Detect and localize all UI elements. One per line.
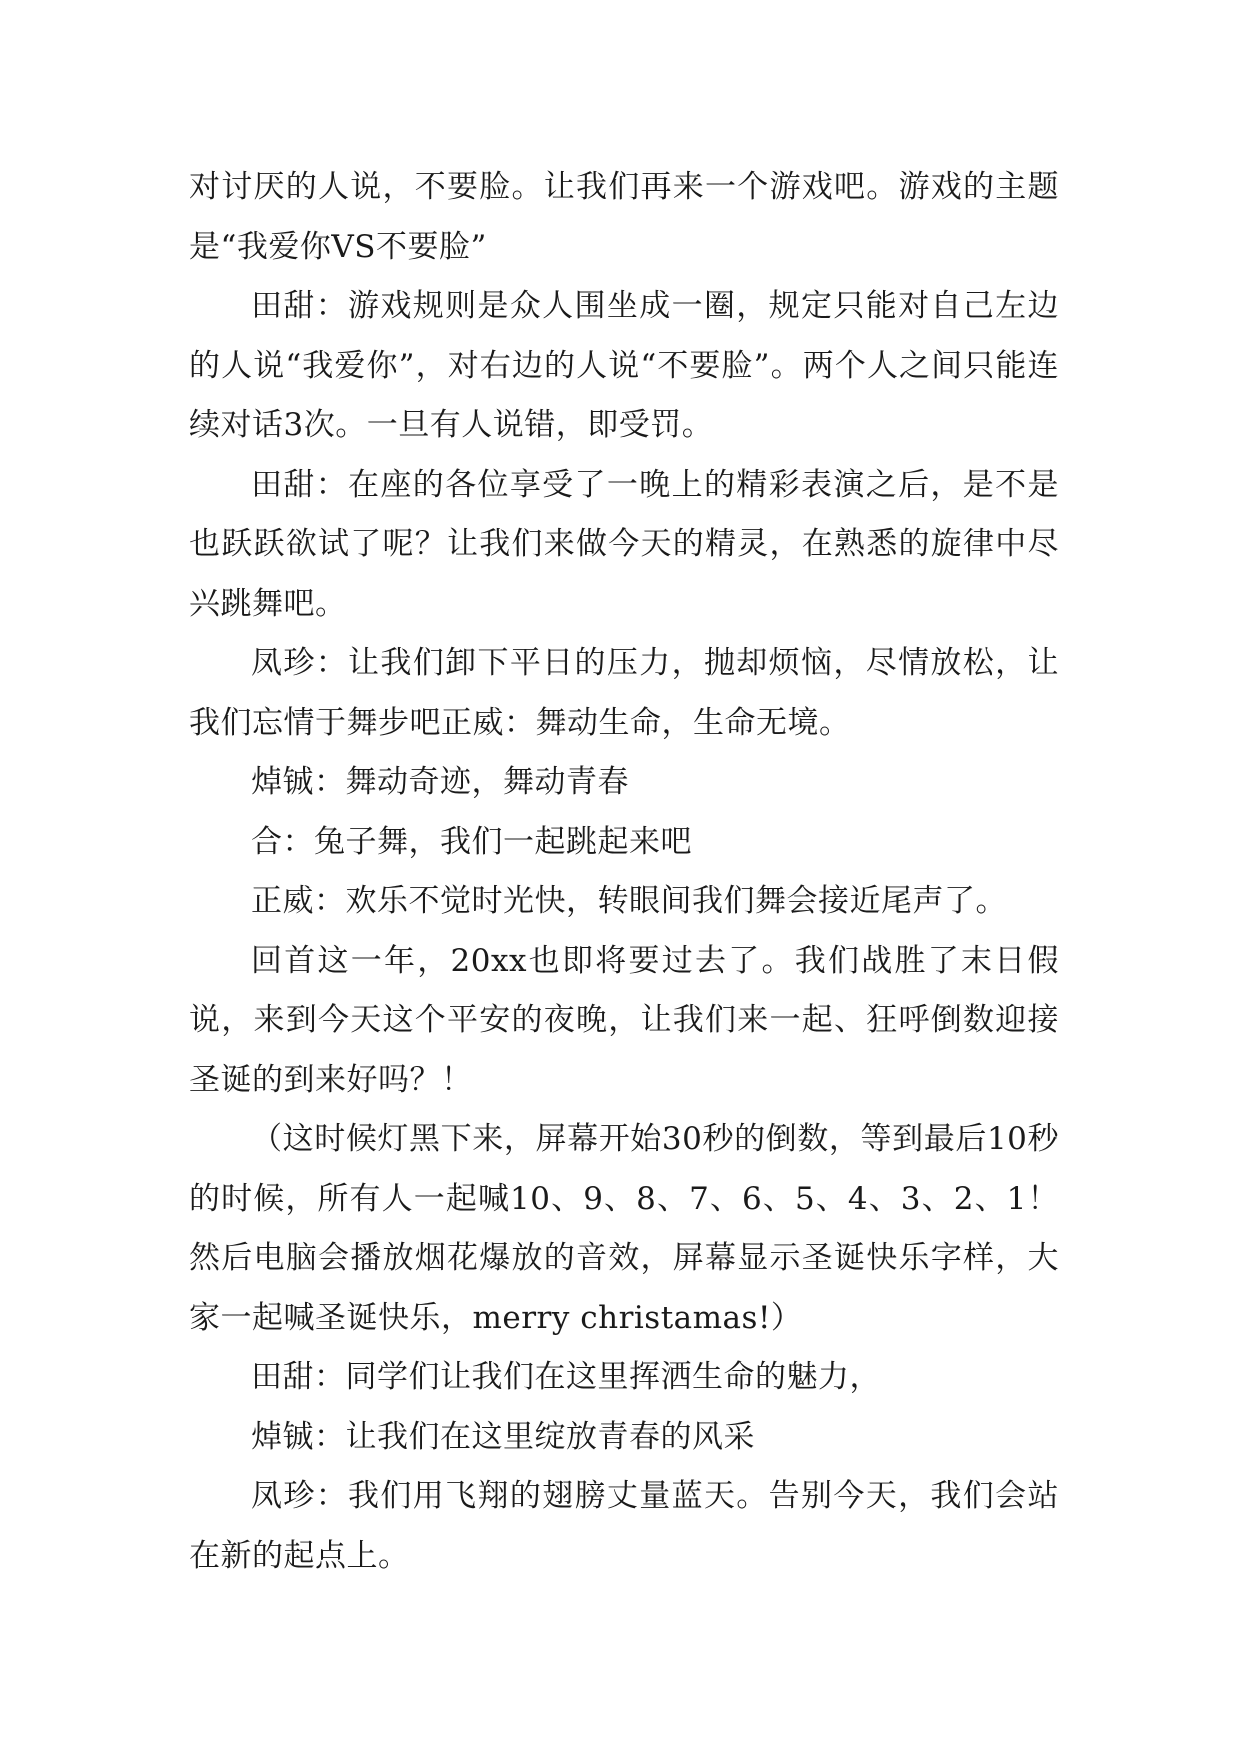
paragraph-dance-miracle: 焯铖：舞动奇迹，舞动青春 (251, 764, 629, 800)
paragraph-dance-invite: 田甜：在座的各位享受了一晚上的精彩表演之后，是不是也跃跃欲试了呢？让我们来做今天的精灵，在熟悉的旋律中尽兴跳舞吧。 (189, 466, 1059, 622)
paragraph-bunny-dance: 合：兔子舞，我们一起跳起来吧 (251, 823, 692, 860)
paragraph-youth: 焯铖：让我们在这里绽放青春的风采 (251, 1418, 755, 1455)
paragraph-charm: 田甜：同学们让我们在这里挥洒生命的魅力， (251, 1359, 881, 1395)
paragraph-countdown-note: （这时候灯黑下来，屏幕开始30秒的倒数，等到最后10秒的时候，所有人一起喊10、9、8、7、6、5、4、3、2、1！然后电脑会播放烟花爆放的音效，屏幕显示圣诞快乐字样，大家一起喊圣诞快乐，merry christamas!） (189, 1121, 1059, 1336)
paragraph-new-start: 凤珍：我们用飞翔的翅膀丈量蓝天。告别今天，我们会站在新的起点上。 (189, 1478, 1059, 1574)
document-body (189, 158, 1059, 1586)
paragraph-ending-near: 正威：欢乐不觉时光快，转眼间我们舞会接近尾声了。 (251, 883, 1007, 919)
paragraph-relax: 凤珍：让我们卸下平日的压力，抛却烦恼，尽情放松，让我们忘情于舞步吧正威：舞动生命，生命无境。 (189, 645, 1059, 741)
paragraph-year-review: 回首这一年，20xx也即将要过去了。我们战胜了末日假说，来到今天这个平安的夜晚，让我们来一起、狂呼倒数迎接圣诞的到来好吗？！ (189, 942, 1059, 1098)
paragraph-game-rules: 田甜：游戏规则是众人围坐成一圈，规定只能对自己左边的人说“我爱你”，对右边的人说“不要脸”。两个人之间只能连续对话3次。一旦有人说错，即受罚。 (189, 288, 1059, 443)
paragraph-game-topic: 对讨厌的人说，不要脸。让我们再来一个游戏吧。游戏的主题是“我爱你VS不要脸” (189, 169, 1059, 265)
